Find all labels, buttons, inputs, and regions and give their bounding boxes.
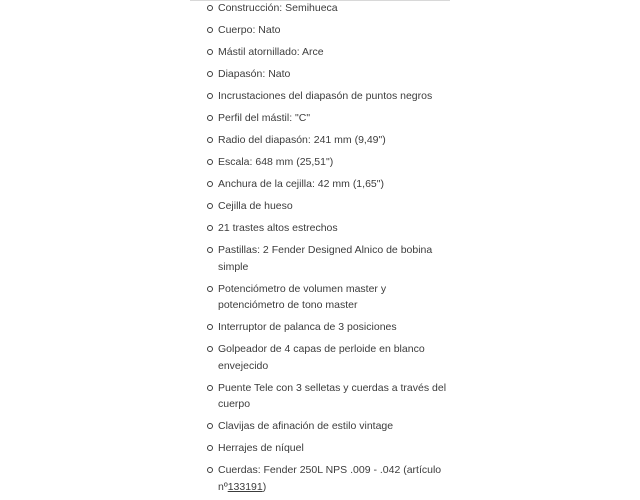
list-item [207,154,447,171]
list-item [207,66,447,83]
circle-bullet-icon [207,445,213,451]
list-item [207,44,447,61]
circle-bullet-icon [207,203,213,209]
list-item [207,319,447,336]
list-item-text: Herrajes de níquel [218,442,304,454]
circle-bullet-icon [207,71,213,77]
list-item-suffix: ) [262,480,267,493]
list-item-text: Construcción: Semihueca [218,2,338,14]
list-item [207,341,447,374]
list-item-text: Mástil atornillado: Arce [218,46,324,58]
list-item-text: Cuerpo: Nato [218,24,281,36]
list-item-text: Diapasón: Nato [218,68,291,80]
list-item [207,220,447,237]
circle-bullet-icon [207,181,213,187]
circle-bullet-icon [207,247,213,253]
circle-bullet-icon [207,225,213,231]
list-item-text: Golpeador de 4 capas de perloide en blanco envejecido [218,343,425,372]
list-item [207,176,447,193]
list-item-text: Perfil del mástil: "C" [218,112,311,124]
list-item [207,418,447,435]
list-item-text: Radio del diapasón: 241 mm (9,49") [218,134,386,146]
circle-bullet-icon [207,137,213,143]
list-item-text: Potenciómetro de volumen master y potenciómetro de tono master [218,282,387,311]
list-item-text: Interruptor de palanca de 3 posiciones [218,321,397,333]
circle-bullet-icon [207,286,213,292]
list-item-text: Puente Tele con 3 selletas y cuerdas a través del cuerpo [218,381,447,410]
list-item [207,22,447,39]
list-item-text: Anchura de la cejilla: 42 mm (1,65") [218,178,384,190]
circle-bullet-icon [207,467,213,473]
list-item [207,110,447,127]
list-item [207,242,447,275]
list-item [207,440,447,457]
list-item-text: 21 trastes altos estrechos [218,222,338,234]
list-item-text: Clavijas de afinación de estilo vintage [218,420,394,432]
list-item-text: Pastillas: 2 Fender Designed Alnico de bobina simple [218,244,433,273]
circle-bullet-icon [207,346,213,352]
list-item-text: Cuerdas: Fender 250L NPS .009 - .042 (artículo nº [218,464,442,493]
list-item-text: Incrustaciones del diapasón de puntos negros [218,90,433,102]
circle-bullet-icon [207,385,213,391]
circle-bullet-icon [207,49,213,55]
circle-bullet-icon [207,27,213,33]
list-item [207,132,447,149]
circle-bullet-icon [207,93,213,99]
spec-list [207,0,447,500]
list-item [207,281,447,314]
list-item-text: Cejilla de hueso [218,200,293,212]
list-item [207,0,447,17]
list-item [207,198,447,215]
list-item [207,88,447,105]
list-item [207,380,447,413]
circle-bullet-icon [207,324,213,330]
article-number-link[interactable]: 133191 [227,480,263,493]
list-item-strings [207,462,447,495]
circle-bullet-icon [207,5,213,11]
circle-bullet-icon [207,159,213,165]
circle-bullet-icon [207,115,213,121]
circle-bullet-icon [207,423,213,429]
list-item-text: Escala: 648 mm (25,51") [218,156,334,168]
